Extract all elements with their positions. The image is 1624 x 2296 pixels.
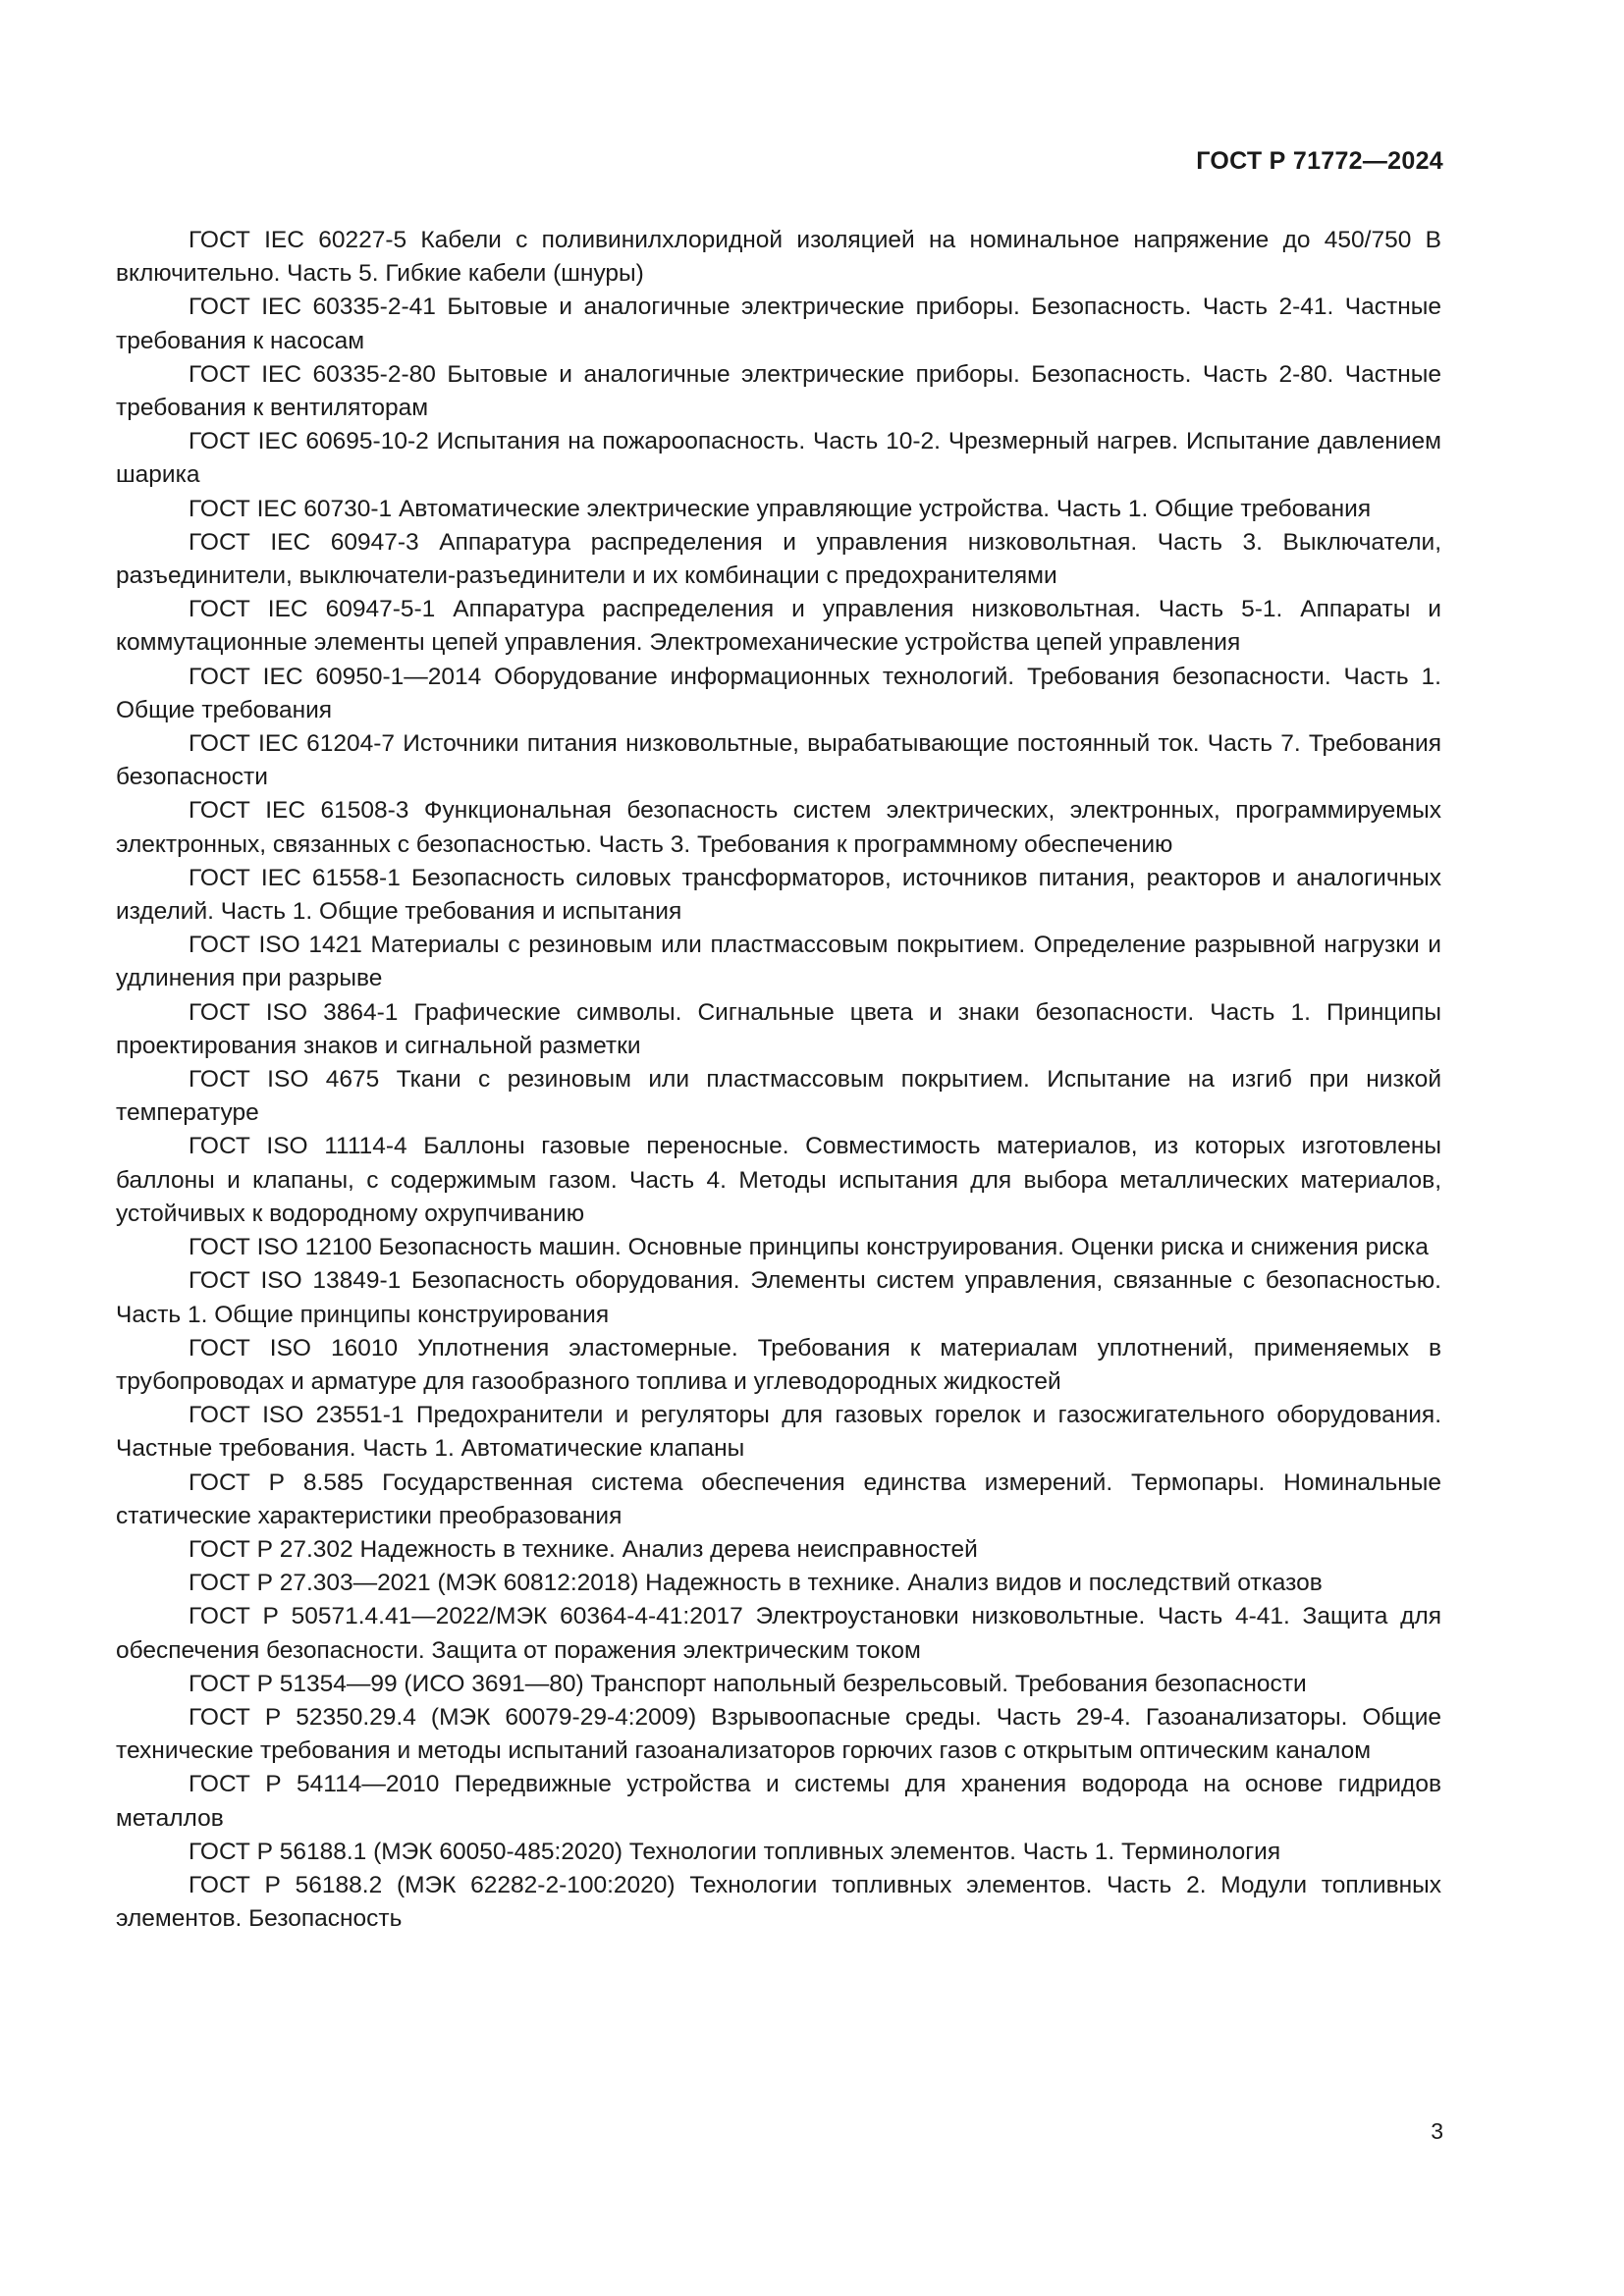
reference-item: ГОСТ ISO 23551-1 Предохранители и регуляторы для газовых горелок и газосжигательного оборудования. Частные требования. Часть 1. Автоматические клапаны (116, 1402, 1441, 1463)
reference-item: ГОСТ ISO 16010 Уплотнения эластомерные. Требования к материалам уплотнений, применяемых в трубопроводах и арматуре для газообразного топлива и углеводородных жидкостей (116, 1334, 1441, 1395)
page-number: 3 (1431, 2118, 1443, 2144)
reference-item: ГОСТ IEC 60947-5-1 Аппаратура распределения и управления низковольтная. Часть 5-1. Аппараты и коммутационные элементы цепей управления. Электромеханические устройства цепей управления (116, 596, 1441, 657)
reference-item: ГОСТ Р 8.585 Государственная система обеспечения единства измерений. Термопары. Номинальные статические характеристики преобразования (116, 1468, 1441, 1529)
reference-item: ГОСТ ISO 3864-1 Графические символы. Сигнальные цвета и знаки безопасности. Часть 1. Принципы проектирования знаков и сигнальной разметки (116, 998, 1441, 1059)
reference-item: ГОСТ ISO 13849-1 Безопасность оборудования. Элементы систем управления, связанные с безопасностью. Часть 1. Общие принципы конструирования (116, 1267, 1441, 1328)
reference-item: ГОСТ Р 52350.29.4 (МЭК 60079-29-4:2009) Взрывоопасные среды. Часть 29-4. Газоанализаторы. Общие технические требования и методы испытаний газоанализаторов горючих газов с открытым оптическим каналом (116, 1703, 1441, 1765)
reference-item: ГОСТ ISO 12100 Безопасность машин. Основные принципы конструирования. Оценки риска и снижения риска (189, 1234, 1429, 1261)
reference-item: ГОСТ IEC 60950-1—2014 Оборудование информационных технологий. Требования безопасности. Часть 1. Общие требования (116, 663, 1441, 723)
reference-item: ГОСТ IEC 60335-2-80 Бытовые и аналогичные электрические приборы. Безопасность. Часть 2-80. Частные требования к вентиляторам (116, 360, 1441, 422)
reference-item: ГОСТ Р 27.303—2021 (МЭК 60812:2018) Надежность в технике. Анализ видов и последствий отказов (189, 1570, 1323, 1597)
reference-item: ГОСТ IEC 61204-7 Источники питания низковольтные, вырабатывающие постоянный ток. Часть 7. Требования безопасности (116, 730, 1441, 791)
reference-item: ГОСТ Р 51354—99 (ИСО 3691—80) Транспорт напольный безрельсовый. Требования безопасности (189, 1670, 1307, 1697)
reference-item: ГОСТ IEC 61508-3 Функциональная безопасность систем электрических, электронных, программируемых электронных, связанных с безопасностью. Часть 3. Требования к программному обеспечению (116, 797, 1441, 858)
reference-item: ГОСТ Р 27.302 Надежность в технике. Анализ дерева неисправностей (189, 1535, 978, 1563)
reference-item: ГОСТ Р 56188.1 (МЭК 60050-485:2020) Технологии топливных элементов. Часть 1. Терминология (189, 1838, 1281, 1865)
reference-item: ГОСТ IEC 60695-10-2 Испытания на пожароопасность. Часть 10-2. Чрезмерный нагрев. Испытание давлением шарика (116, 428, 1441, 489)
standard-id-header: ГОСТ Р 71772—2024 (1196, 147, 1443, 175)
reference-item: ГОСТ IEC 60227-5 Кабели с поливинилхлоридной изоляцией на номинальное напряжение до 450/750 В включительно. Часть 5. Гибкие кабели (шнуры) (116, 227, 1441, 288)
reference-item: ГОСТ ISO 4675 Ткани с резиновым или пластмассовым покрытием. Испытание на изгиб при низкой температуре (116, 1066, 1441, 1127)
reference-item: ГОСТ IEC 60947-3 Аппаратура распределения и управления низковольтная. Часть 3. Выключатели, разъединители, выключатели-разъединители и их комбинации с предохранителями (116, 528, 1441, 590)
reference-item: ГОСТ IEC 60730-1 Автоматические электрические управляющие устройства. Часть 1. Общие требования (189, 495, 1372, 522)
reference-item: ГОСТ ISO 11114-4 Баллоны газовые переносные. Совместимость материалов, из которых изготовлены баллоны и клапаны, с содержимым газом. Часть 4. Методы испытания для выбора металлических материалов, устойчивых к водородному охрупчиванию (116, 1133, 1441, 1227)
reference-item: ГОСТ Р 56188.2 (МЭК 62282-2-100:2020) Технологии топливных элементов. Часть 2. Модули топливных элементов. Безопасность (116, 1871, 1441, 1933)
reference-item: ГОСТ Р 54114—2010 Передвижные устройства и системы для хранения водорода на основе гидридов металлов (116, 1771, 1441, 1832)
normative-references-list (116, 224, 1441, 1936)
reference-item: ГОСТ IEC 61558-1 Безопасность силовых трансформаторов, источников питания, реакторов и аналогичных изделий. Часть 1. Общие требования и испытания (116, 864, 1441, 926)
reference-item: ГОСТ IEC 60335-2-41 Бытовые и аналогичные электрические приборы. Безопасность. Часть 2-41. Частные требования к насосам (116, 294, 1441, 354)
reference-item: ГОСТ ISO 1421 Материалы с резиновым или пластмассовым покрытием. Определение разрывной нагрузки и удлинения при разрыве (116, 932, 1441, 992)
reference-item: ГОСТ Р 50571.4.41—2022/МЭК 60364-4-41:2017 Электроустановки низковольтные. Часть 4-41. Защита для обеспечения безопасности. Защита от поражения электрическим током (116, 1603, 1441, 1664)
